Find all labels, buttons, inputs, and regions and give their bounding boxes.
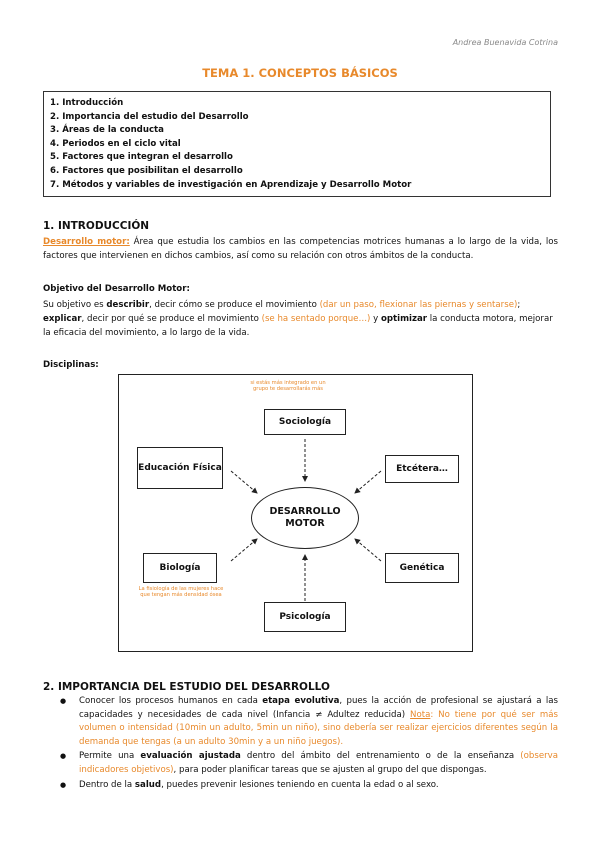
arrow-etcetera <box>355 471 381 493</box>
bold-explicar: explicar <box>43 314 82 324</box>
text: Dentro de la <box>79 779 135 790</box>
table-of-contents <box>43 91 551 197</box>
bold-salud: salud <box>134 779 162 790</box>
nota-label: Nota <box>410 709 431 720</box>
text: ; <box>517 300 521 310</box>
orange-note: (observa indicadores objetivos) <box>79 751 558 775</box>
text: , para poder planificar tareas que se ajusten al grupo del que dispongas. <box>173 764 487 775</box>
definition-text: Área que estudia los cambios en las competencias motrices humanas a lo largo de la vida, los factores que intervienen en dichos cambios, así como su relación con otros ámbitos de la conducta. <box>43 237 558 261</box>
text: , puedes prevenir lesiones teniendo en cuenta la edad o al sexo. <box>161 779 439 790</box>
note-top: si estás más integrado en un grupo te desarrollarás más <box>250 380 326 393</box>
disciplines-heading: Disciplinas: <box>43 360 99 370</box>
text: la conducta motora, mejorar la eficacia del movimiento, a lo largo de la vida. <box>43 314 553 338</box>
node-sociologia: Sociología <box>264 409 346 435</box>
toc-item: 4. Periodos en el ciclo vital <box>50 138 181 149</box>
bold-evaluacion-ajustada: evaluación ajustada <box>140 751 241 762</box>
toc-item: 2. Importancia del estudio del Desarrollo <box>50 111 249 122</box>
node-educacion-fisica: Educación Física <box>137 447 223 489</box>
toc-item: 3. Áreas de la conducta <box>50 125 164 136</box>
orange-note: (se ha sentado porque…) <box>261 314 371 324</box>
arrow-genetica <box>355 539 381 561</box>
text: dentro del ámbito del entrenamiento o de la enseñanza <box>240 751 521 762</box>
orange-note: (dar un paso, flexionar las piernas y sentarse) <box>319 300 518 310</box>
toc-item: 1. Introducción <box>50 98 124 108</box>
arrow-biologia <box>231 539 257 561</box>
list-item <box>43 779 558 793</box>
text: , pues la acción de profesional se ajustará a las capacidades y necesidades de cada nivel (Infancia ≠ Adultez reducida) <box>79 696 559 720</box>
text: Conocer los procesos humanos en cada <box>79 696 263 706</box>
text: Permite una <box>79 751 141 762</box>
node-psicologia: Psicología <box>264 602 346 632</box>
objective-heading: Objetivo del Desarrollo Motor: <box>43 284 190 294</box>
list-item <box>43 750 558 777</box>
node-genetica: Genética <box>385 553 459 583</box>
definition-paragraph <box>43 235 558 263</box>
objective-paragraph <box>43 298 558 340</box>
toc-item: 6. Factores que posibilitan el desarrollo <box>50 165 243 176</box>
node-etcetera: Etcétera… <box>385 455 459 483</box>
arrow-educacion <box>231 471 257 493</box>
term-desarrollo-motor: Desarrollo motor: <box>43 237 130 247</box>
section2-heading: 2. IMPORTANCIA DEL ESTUDIO DEL DESARROLLO <box>43 681 330 693</box>
bold-optimizar: optimizar <box>380 314 428 324</box>
author-name: Andrea Buenavida Cotrina <box>452 38 558 47</box>
bold-etapa-evolutiva: etapa evolutiva <box>262 696 340 706</box>
importance-list <box>43 695 558 793</box>
page-title: TEMA 1. CONCEPTOS BÁSICOS <box>202 66 398 80</box>
text: y <box>370 314 381 324</box>
section1-heading: 1. INTRODUCCIÓN <box>43 220 150 232</box>
toc-item: 5. Factores que integran el desarrollo <box>50 152 233 163</box>
node-desarrollo-motor: DESARROLLO MOTOR <box>251 487 359 549</box>
text: Su objetivo es <box>43 300 107 310</box>
disciplines-diagram <box>118 374 473 652</box>
note-bottom: La fisiología de las mujeres hace que tengan más densidad ósea <box>138 586 224 599</box>
bold-describir: describir <box>106 300 150 310</box>
text: , decir por qué se produce el movimiento <box>81 314 262 324</box>
toc-item: 7. Métodos y variables de investigación en Aprendizaje y Desarrollo Motor <box>50 179 412 190</box>
text: , decir cómo se produce el movimiento <box>149 300 320 310</box>
node-biologia: Biología <box>143 553 217 583</box>
list-item <box>43 695 558 749</box>
orange-note: : No tiene por qué ser más volumen o intensidad (10min un adulto, 5min un niño), sino debería ser realizar ejercicios diferentes según la demanda que tengas (a un adulto 30min y a un niño juegos). <box>79 709 558 747</box>
